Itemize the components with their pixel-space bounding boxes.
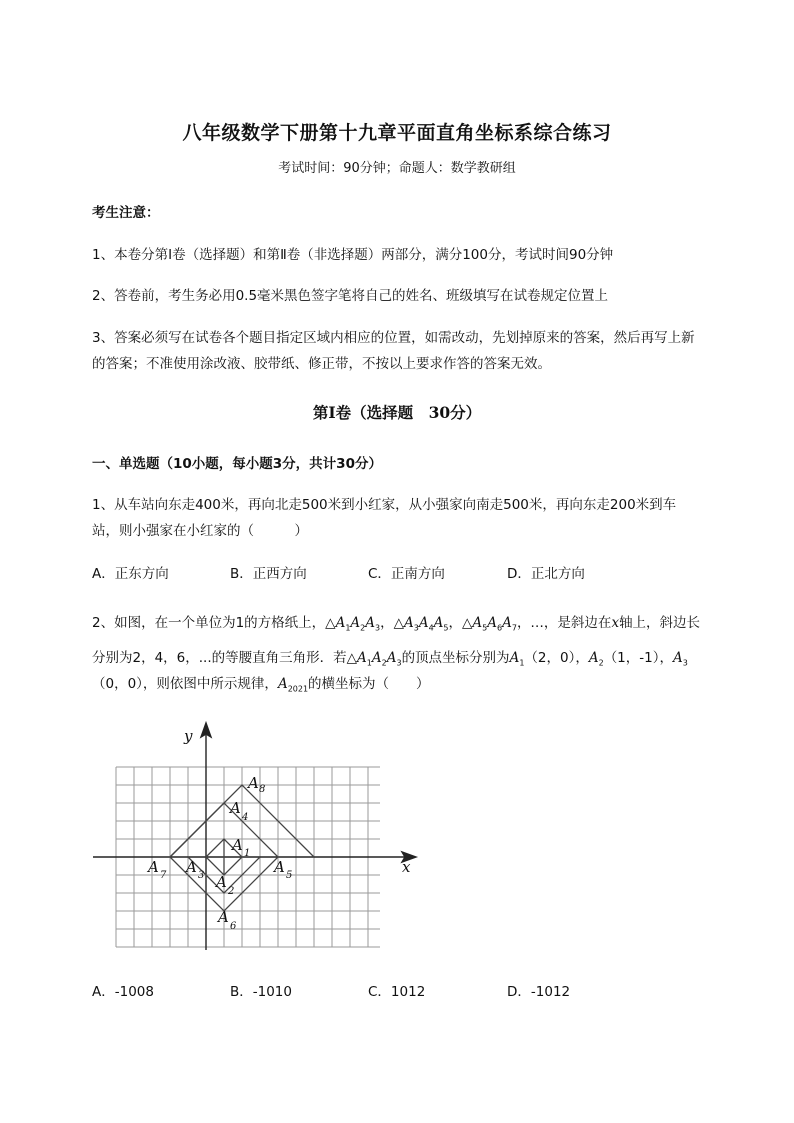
q2-option-a: A．-1008 <box>92 984 154 1000</box>
y-axis-arrow <box>201 723 211 737</box>
question-1-line: 1、从车站向东走400米，再向北走500米到小红家，从小强家向南走500米，再向东走200米到车 <box>92 497 677 513</box>
point-label-a4: A <box>230 799 241 817</box>
point-label-a1-sub: 1 <box>244 848 251 859</box>
notice-item: 3、答案必须写在试卷各个题目指定区域内相应的位置，如需改动，先划掉原来的答案，然后再写上新 <box>92 330 695 346</box>
point-label-a3: A <box>186 858 197 876</box>
x-axis-label: x <box>402 858 411 876</box>
point-label-a7: A <box>148 858 159 876</box>
y-axis-label: y <box>184 727 193 745</box>
page-title: 八年级数学下册第十九章平面直角坐标系综合练习 <box>182 122 612 144</box>
point-label-a1: A <box>232 836 243 854</box>
exam-info: 考试时间：90分钟；命题人：数学教研组 <box>278 161 516 176</box>
question-2-line: 2、如图，在一个单位为1的方格纸上，$\triangle A_1A_2A_3$，$\triangle A_3A_4A_5$，$\triangle A_5A_6A_7$，…，是斜边在x轴上，斜边长 <box>92 615 701 633</box>
point-label-a4-sub: 4 <box>242 812 249 823</box>
q1-option-b: B．正西方向 <box>230 566 307 582</box>
point-label-a5: A <box>274 858 285 876</box>
q2-option-b: B．-1010 <box>230 984 292 1000</box>
question-2-line: （0，0），则依图中所示规律，$A_{2021}$的横坐标为（ ） <box>92 676 430 694</box>
notice-heading: 考生注意： <box>92 205 160 221</box>
point-label-a7-sub: 7 <box>160 870 167 881</box>
point-label-a2: A <box>216 873 227 891</box>
q2-option-c: C．1012 <box>368 984 426 1000</box>
section-title: 第I卷（选择题 30分） <box>312 403 482 422</box>
point-label-a6: A <box>218 908 229 926</box>
q1-option-d: D．正北方向 <box>507 566 585 582</box>
part-title: 一、单选题（10小题，每小题3分，共计30分） <box>92 456 382 472</box>
q1-option-c: C．正南方向 <box>368 566 445 582</box>
notice-item: 2、答卷前，考生务必用0.5毫米黑色签字笔将自己的姓名、班级填写在试卷规定位置上 <box>92 288 609 304</box>
point-label-a2-sub: 2 <box>228 886 235 897</box>
point-label-a3-sub: 3 <box>198 870 205 881</box>
point-label-a6-sub: 6 <box>230 921 237 932</box>
q2-option-d: D．-1012 <box>507 984 571 1000</box>
q1-option-a: A．正东方向 <box>92 566 169 582</box>
notice-item: 1、本卷分第I卷（选择题）和第Ⅱ卷（非选择题）两部分，满分100分，考试时间90分钟 <box>92 247 614 263</box>
point-label-a8: A <box>248 774 259 792</box>
notice-item: 的答案；不准使用涂改液、胶带纸、修正带，不按以上要求作答的答案无效。 <box>92 356 551 372</box>
question-1-line: 站，则小强家在小红家的（ ） <box>92 523 308 539</box>
question-2-line: 分别为2，4，6，...的等腰直角三角形．若$\triangle A_1A_2A_3$的顶点坐标分别为$A_1(2$，0），$A_2(1$，-1），$A_3$ <box>92 650 688 668</box>
point-label-a8-sub: 8 <box>259 784 266 795</box>
point-label-a5-sub: 5 <box>286 870 293 881</box>
